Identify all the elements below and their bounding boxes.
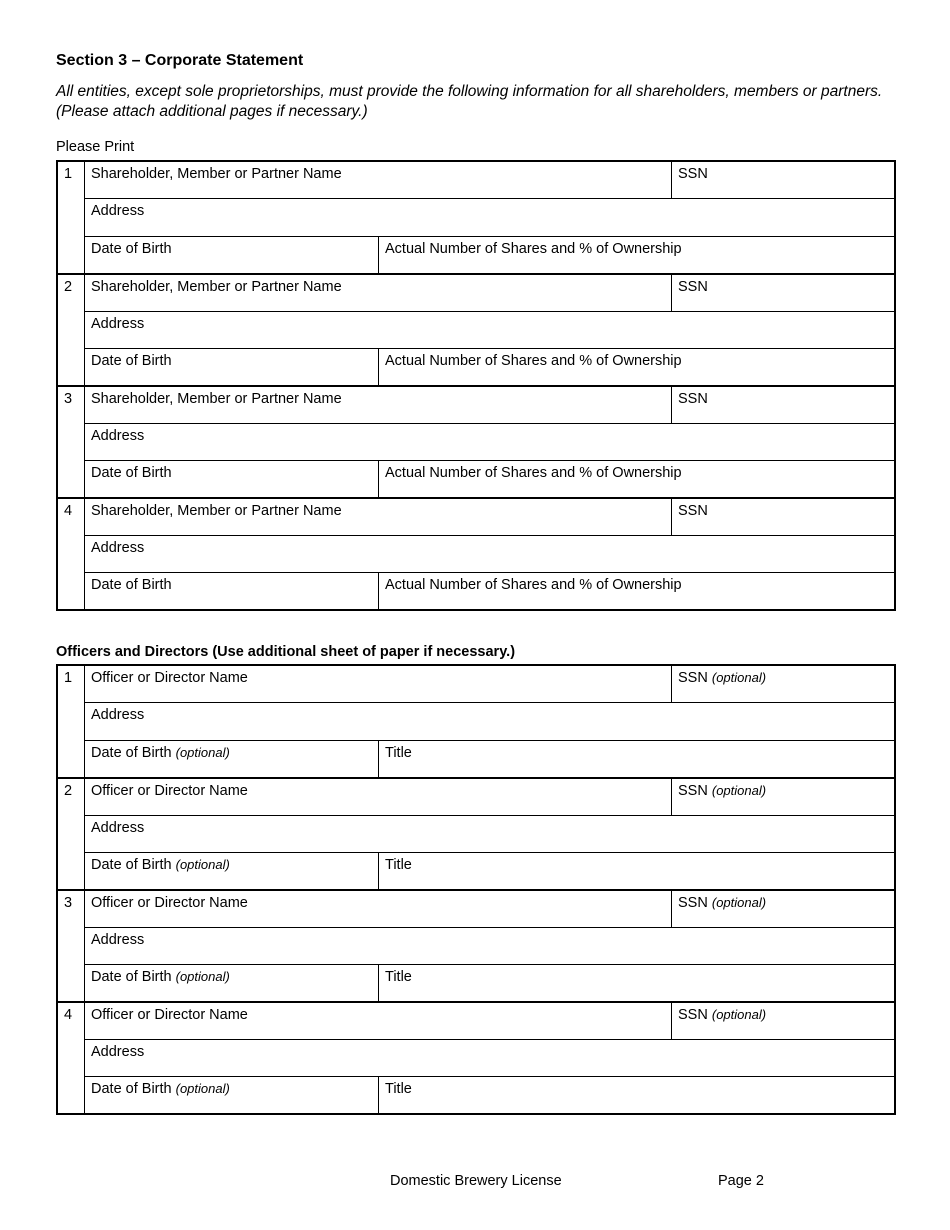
- shareholder-entry: [58, 497, 894, 609]
- address-field[interactable]: Address: [91, 820, 145, 836]
- shares-ownership-field[interactable]: Actual Number of Shares and % of Ownership: [385, 353, 682, 369]
- footer-page-number: Page 2: [718, 1173, 764, 1189]
- optional-note: (optional): [175, 744, 230, 760]
- entry-number: 4: [58, 499, 85, 609]
- dob-label: Date of Birth: [91, 857, 172, 873]
- officer-name-field[interactable]: Officer or Director Name: [85, 666, 672, 702]
- ssn-field[interactable]: SSN: [678, 279, 708, 295]
- address-field[interactable]: Address: [91, 428, 145, 444]
- title-field[interactable]: Title: [385, 1081, 412, 1097]
- entry-number: 2: [58, 275, 85, 385]
- shareholder-name-field[interactable]: Shareholder, Member or Partner Name: [85, 387, 672, 423]
- ssn-field[interactable]: [672, 779, 894, 815]
- officer-name-field[interactable]: Officer or Director Name: [85, 1003, 672, 1039]
- address-field[interactable]: Address: [91, 540, 145, 556]
- optional-note: (optional): [175, 1081, 230, 1096]
- dob-label: Date of Birth: [91, 744, 172, 761]
- optional-note: (optional): [175, 857, 230, 872]
- entry-number: 1: [58, 162, 85, 273]
- officers-table: [56, 664, 896, 1115]
- dob-label: Date of Birth: [91, 1081, 172, 1097]
- ssn-field[interactable]: SSN: [678, 391, 708, 407]
- shares-ownership-field[interactable]: Actual Number of Shares and % of Ownership: [385, 577, 682, 593]
- optional-note: (optional): [711, 670, 767, 685]
- officer-entry: [58, 889, 894, 1001]
- please-print-label: Please Print: [56, 139, 135, 155]
- ssn-field[interactable]: [672, 666, 894, 702]
- date-of-birth-field[interactable]: [85, 853, 379, 889]
- shares-ownership-field[interactable]: Actual Number of Shares and % of Ownership: [385, 240, 682, 257]
- ssn-label: SSN: [678, 895, 708, 911]
- date-of-birth-field[interactable]: [85, 1077, 379, 1113]
- address-field[interactable]: Address: [91, 316, 145, 332]
- ssn-field[interactable]: SSN: [678, 503, 708, 519]
- shareholder-entry: [58, 385, 894, 497]
- entry-number: 1: [58, 666, 85, 777]
- shareholder-name-field[interactable]: Shareholder, Member or Partner Name: [85, 499, 672, 535]
- date-of-birth-field[interactable]: [85, 741, 379, 777]
- address-field[interactable]: Address: [91, 1044, 145, 1060]
- section-title: Section 3 – Corporate Statement: [56, 52, 304, 69]
- date-of-birth-field[interactable]: Date of Birth: [85, 461, 379, 497]
- shareholders-table: [56, 160, 896, 611]
- shareholder-entry: [58, 162, 894, 273]
- shareholder-name-field[interactable]: Shareholder, Member or Partner Name: [85, 162, 672, 198]
- date-of-birth-field[interactable]: Date of Birth: [85, 573, 379, 609]
- date-of-birth-field[interactable]: [85, 965, 379, 1001]
- officers-heading: Officers and Directors (Use additional sheet of paper if necessary.): [56, 644, 516, 660]
- shares-ownership-field[interactable]: Actual Number of Shares and % of Ownership: [385, 465, 682, 481]
- date-of-birth-field[interactable]: Date of Birth: [85, 349, 379, 385]
- address-field[interactable]: Address: [91, 932, 145, 948]
- entry-number: 2: [58, 779, 85, 889]
- officer-entry: [58, 777, 894, 889]
- officer-entry: [58, 666, 894, 777]
- ssn-label: SSN: [678, 1007, 708, 1023]
- ssn-field[interactable]: SSN: [678, 166, 708, 182]
- address-field[interactable]: Address: [91, 203, 145, 220]
- optional-note: (optional): [711, 1007, 767, 1022]
- footer-form-title: Domestic Brewery License: [390, 1173, 562, 1189]
- section-intro: All entities, except sole proprietorships, must provide the following information for all shareholders, members or partners. (Please attach additional pages if necessary.): [56, 83, 883, 120]
- entry-number: 3: [58, 891, 85, 1001]
- ssn-label: SSN: [678, 670, 708, 686]
- title-field[interactable]: Title: [385, 857, 412, 873]
- entry-number: 3: [58, 387, 85, 497]
- ssn-field[interactable]: [672, 1003, 894, 1039]
- title-field[interactable]: Title: [385, 744, 412, 761]
- ssn-field[interactable]: [672, 891, 894, 927]
- officer-name-field[interactable]: Officer or Director Name: [85, 891, 672, 927]
- officer-entry: [58, 1001, 894, 1113]
- optional-note: (optional): [711, 783, 767, 798]
- entry-number: 4: [58, 1003, 85, 1113]
- optional-note: (optional): [711, 895, 767, 910]
- optional-note: (optional): [175, 969, 230, 984]
- date-of-birth-field[interactable]: Date of Birth: [85, 237, 379, 273]
- shareholder-name-field[interactable]: Shareholder, Member or Partner Name: [85, 275, 672, 311]
- address-field[interactable]: Address: [91, 707, 145, 724]
- ssn-label: SSN: [678, 783, 708, 799]
- shareholder-entry: [58, 273, 894, 385]
- dob-label: Date of Birth: [91, 969, 172, 985]
- title-field[interactable]: Title: [385, 969, 412, 985]
- officer-name-field[interactable]: Officer or Director Name: [85, 779, 672, 815]
